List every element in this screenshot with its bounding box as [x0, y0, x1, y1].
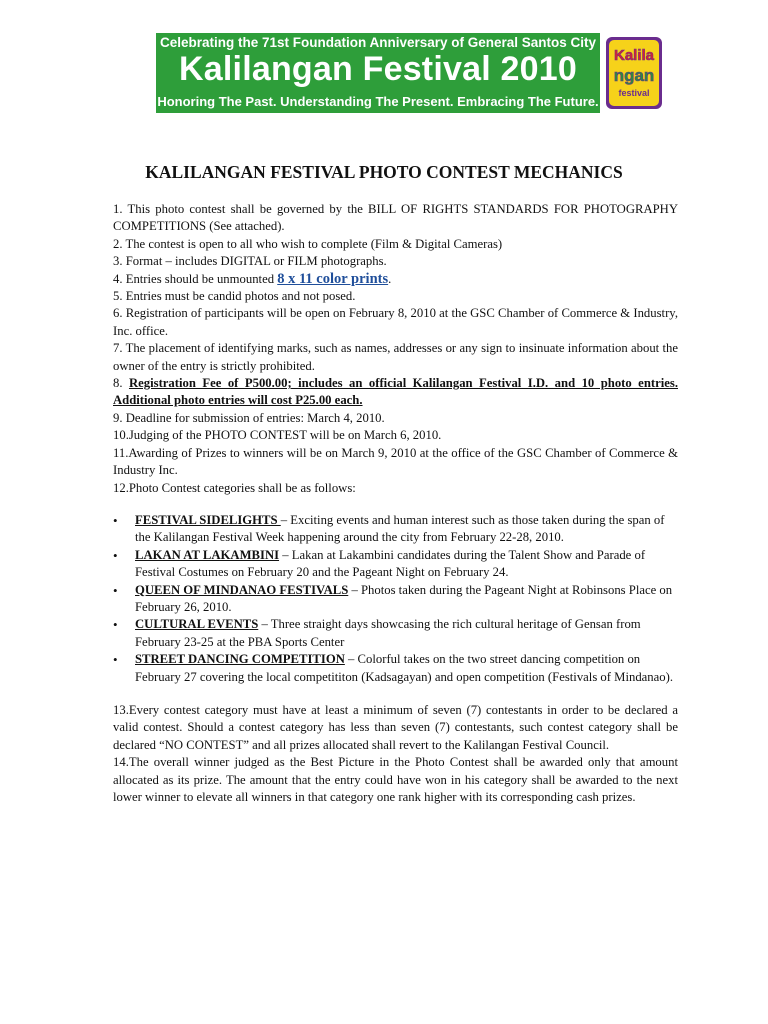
rule-12: 12.Photo Contest categories shall be as follows:	[113, 480, 356, 495]
banner-tagline: Honoring The Past. Understanding The Present. Embracing The Future.	[157, 94, 599, 109]
rule-10: 10.Judging of the PHOTO CONTEST will be on March 6, 2010.	[113, 428, 442, 443]
rule-3: 3. Format – includes DIGITAL or FILM photographs.	[113, 254, 387, 269]
category-desc: – Three straight days showcasing the rich cultural heritage of Gensan from February 23-25 at the PBA Sports Center	[135, 617, 641, 649]
category-item	[113, 616, 678, 651]
rule-6: 6. Registration of participants will be open on February 8, 2010 at the GSC Chamber of Commerce & Industry, Inc. office.	[113, 306, 678, 338]
category-name: FESTIVAL SIDELIGHTS	[135, 512, 281, 527]
category-desc: – Lakan at Lakambini candidates during the Talent Show and Parade of Festival Costumes on February 20 and the Pageant Night on February 24.	[135, 547, 646, 580]
rule-7: 7. The placement of identifying marks, such as names, addresses or any sign to insinuate information about the owner of the entry is strictly prohibited.	[113, 341, 678, 373]
rule-5: 5. Entries must be candid photos and not posed.	[113, 289, 356, 304]
category-desc: – Exciting events and human interest such as those taken during the span of the Kalilangan Festival Week happening around the city from February 22-28, 2010.	[135, 512, 665, 545]
registration-fee-text: Registration Fee of P500.00; includes an official Kalilangan Festival I.D. and 10 photo entries. Additional photo entries will cost P25.00 each.	[113, 376, 678, 408]
banner-top-line: Celebrating the 71st Foundation Anniversary of General Santos City	[159, 35, 597, 50]
logo-line-1: Kalila	[613, 47, 655, 64]
logo-line-3: festival	[618, 88, 650, 98]
category-name: STREET DANCING COMPETITION	[135, 652, 345, 667]
print-size-emphasis: 8 x 11 color prints	[277, 270, 389, 287]
kalilangan-festival-logo	[605, 36, 663, 110]
mechanics-body	[113, 201, 678, 806]
category-desc: – Colorful takes on the two street dancing competition on February 27 covering the local competititon (Kadsagayan) and open competition (Festivals of Mindanao).	[135, 652, 674, 684]
rule-11: 11.Awarding of Prizes to winners will be on March 9, 2010 at the office of the GSC Chamber of Commerce & Industry Inc.	[113, 445, 678, 478]
category-name: LAKAN AT LAKAMBINI	[135, 547, 280, 562]
category-item	[113, 547, 678, 582]
rule-8-number: 8.	[113, 376, 129, 391]
rule-13: 13.Every contest category must have at least a minimum of seven (7) contestants in order to be declared a valid contest. Should a contest category has less than seven (7) contestants, such contest category shall be declared “NO CONTEST” and all prizes allocated shall revert to the Kalilangan Festival Council.	[113, 702, 678, 752]
category-item	[113, 582, 678, 617]
festival-banner	[156, 33, 600, 113]
page-title: KALILANGAN FESTIVAL PHOTO CONTEST MECHANICS	[145, 162, 623, 182]
category-name: QUEEN OF MINDANAO FESTIVALS	[135, 582, 349, 597]
rule-1: 1. This photo contest shall be governed by the BILL OF RIGHTS STANDARDS FOR PHOTOGRAPHY COMPETITIONS (See attached).	[113, 202, 678, 234]
rule-4-end: .	[388, 271, 392, 286]
category-desc: – Photos taken during the Pageant Night at Robinsons Place on February 26, 2010.	[135, 582, 673, 614]
rule-14: 14.The overall winner judged as the Best Picture in the Photo Contest shall be awarded only that amount allocated as its prize. The amount that the entry could have won in his category shall be awarded to the next lower winner to elevate all winners in that category one rank higher with its corresponding cash prizes.	[113, 755, 678, 804]
category-name: CULTURAL EVENTS	[135, 617, 259, 632]
logo-line-2: ngan	[613, 66, 655, 85]
category-item	[113, 512, 678, 547]
category-item	[113, 651, 678, 686]
rule-2: 2. The contest is open to all who wish to complete (Film & Digital Cameras)	[113, 236, 503, 251]
rule-8	[113, 375, 678, 410]
banner-title: Kalilangan Festival 2010	[179, 50, 577, 88]
rule-4	[113, 271, 678, 288]
rule-4-text: 4. Entries should be unmounted	[113, 271, 278, 286]
category-list	[113, 512, 678, 686]
rule-9: 9. Deadline for submission of entries: March 4, 2010.	[113, 410, 385, 425]
